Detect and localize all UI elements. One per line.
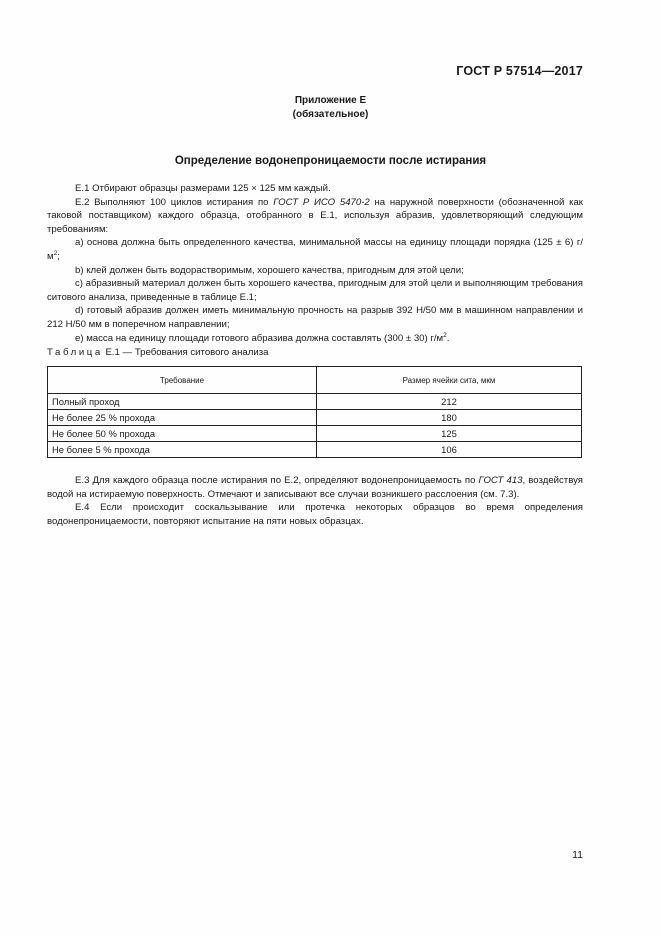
paragraph-e3-text: Е.3 Для каждого образца после истирания по Е.2, определяют водонепроницаемость по — [75, 475, 479, 486]
standard-reference: ГОСТ Р ИСО 5470-2 — [273, 196, 370, 208]
paragraph-e3 — [47, 474, 583, 501]
list-item-b: b) клей должен быть водорастворимым, хорошего качества, пригодным для этой цели; — [75, 264, 464, 276]
table-caption-label: Таблица — [47, 347, 103, 358]
mesh-size-cell: 212 — [317, 394, 582, 410]
table-row — [48, 394, 582, 410]
requirement-cell: Не более 50 % прохода — [48, 426, 317, 442]
table-caption — [47, 347, 268, 358]
mesh-size-cell: 106 — [317, 442, 582, 458]
list-item-a-end: ; — [57, 250, 60, 262]
list-item-e-end: . — [446, 332, 450, 344]
list-item-a-text: а) основа должна быть определенного качества, минимальной массы на единицу площади порядка (125 ± 6) г/м — [47, 237, 583, 262]
requirement-cell: Полный проход — [48, 394, 317, 410]
list-item-e — [47, 332, 583, 346]
list-item-c: c) абразивный материал должен быть хорошего качества, пригодным для этой цели и выполняющим требования ситового анализа, приведенные в таблице Е.1; — [47, 278, 583, 303]
appendix-status: (обязательное) — [292, 109, 369, 120]
table-header-row — [48, 367, 582, 394]
table-caption-text: Е.1 — Требования ситового анализа — [102, 347, 269, 358]
mesh-size-cell: 125 — [317, 426, 582, 442]
table-row — [48, 410, 582, 426]
paragraph-e1: Е.1 Отбирают образцы размерами 125 × 125 мм каждый. — [75, 183, 331, 194]
appendix-heading — [0, 94, 661, 122]
standard-reference: ГОСТ 413 — [478, 475, 523, 486]
mesh-size-cell: 180 — [317, 410, 582, 426]
sieve-analysis-table — [47, 366, 582, 458]
paragraph-e2-text: Е.2 Выполняют 100 циклов истирания по — [75, 196, 274, 208]
list-item-a — [47, 236, 583, 263]
appendix-label: Приложение Е — [294, 95, 367, 106]
body-section-1 — [47, 182, 583, 345]
superscript: 2 — [53, 249, 58, 257]
document-code: ГОСТ Р 57514—2017 — [456, 64, 583, 78]
paragraph-e2-text-cont: на наружной поверхности (обозначенной как таковой поставщиком) каждого образца, отобранного в Е.1, используя абразив, удовлетворяющий следующим требованиям: — [47, 196, 584, 235]
column-header-mesh-size: Размер ячейки сита, мкм — [317, 367, 582, 394]
requirement-cell: Не более 5 % прохода — [48, 442, 317, 458]
column-header-requirement: Требование — [48, 367, 317, 394]
body-section-2 — [47, 474, 583, 528]
paragraph-e3-text-cont: , воздействуя водой на истираемую поверхность. Отмечают и записывают все случаи возникшего расслоения (см. 7.3). — [47, 475, 583, 500]
paragraph-e4: Е.4 Если происходит соскальзывание или протечка некоторых образцов во время определения водонепроницаемости, повторяют испытание на пяти новых образцах. — [47, 502, 583, 527]
table-row — [48, 442, 582, 458]
requirement-cell: Не более 25 % прохода — [48, 410, 317, 426]
table-row — [48, 426, 582, 442]
list-item-e-text: е) масса на единицу площади готового абразива должна составлять (300 ± 30) г/м — [75, 332, 444, 344]
list-item-d: d) готовый абразив должен иметь минимальную прочность на разрыв 392 Н/50 мм в машинном направлении и 212 Н/50 мм в поперечном направлении; — [47, 305, 583, 330]
superscript: 2 — [443, 331, 447, 339]
section-title: Определение водонепроницаемости после истирания — [174, 155, 487, 167]
page-number: 11 — [572, 849, 583, 861]
paragraph-e2 — [47, 196, 583, 237]
